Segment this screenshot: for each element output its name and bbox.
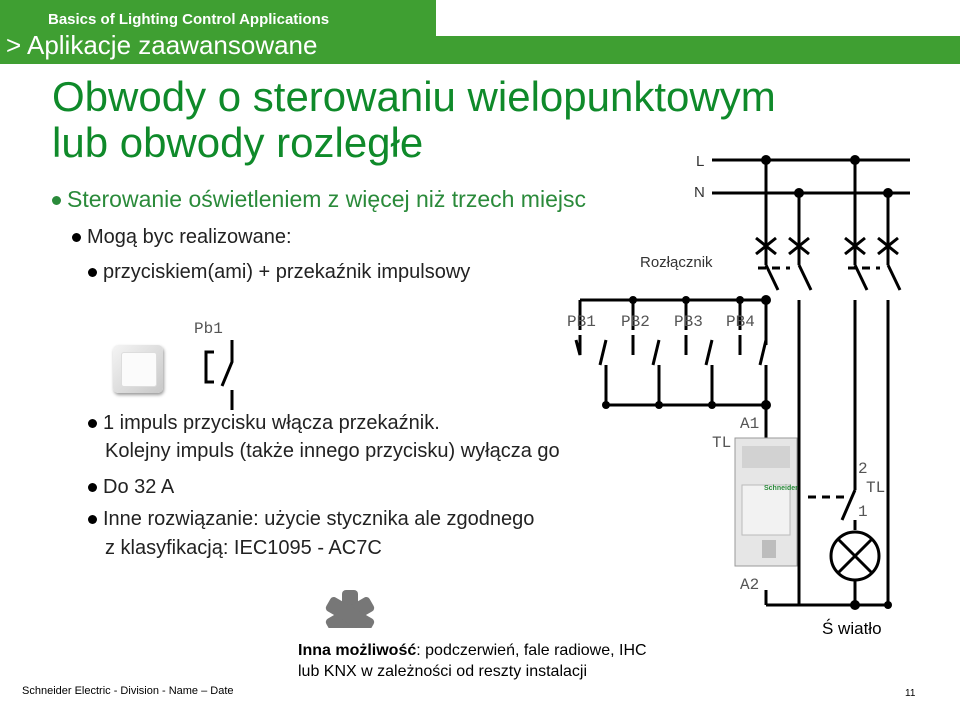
pb-label-4: PB4 (726, 313, 755, 331)
title-line-1: Obwody o sterowaniu wielopunktowym (52, 73, 776, 120)
light-label: Ś wiatło (822, 619, 882, 638)
section-title: > Aplikacje zaawansowane (6, 30, 318, 60)
bullet-3-text: przyciskiem(ami) + przekaźnik impulsowy (103, 261, 471, 283)
bullet-1-text: Sterowanie oświetleniem z więcej niż trzech miejsc (67, 186, 586, 212)
line-N-label: N (694, 184, 705, 201)
note-line-2: lub KNX w zależności od reszty instalacji (298, 663, 588, 680)
contact-TL-label: TL (866, 479, 886, 497)
note-line-1-rest: : podczerwień, fale radiowe, IHC (416, 642, 647, 659)
relay-A2-label: A2 (740, 576, 760, 594)
pb-label-2: PB2 (621, 313, 650, 331)
disconnector-label: Rozłącznik (640, 254, 713, 271)
bullet-6-text: Inne rozwiązanie: użycie stycznika ale zgodnego (103, 508, 535, 530)
pb1-bracket (206, 352, 214, 382)
footer-text: Schneider Electric - Division - Name – Date (22, 685, 234, 697)
bullet-4-cont: Kolejny impuls (także innego przycisku) wyłącza go (105, 440, 560, 462)
pb-label-1: PB1 (567, 313, 596, 331)
bullet-5-text: Do 32 A (103, 476, 175, 498)
bullet-6-cont: z klasyfikacją: IEC1095 - AC7C (105, 537, 382, 559)
bullet-2-text: Mogą byc realizowane: (87, 226, 292, 248)
page-number: 11 (905, 688, 916, 699)
lamp-pin-1-label: 1 (858, 503, 868, 521)
note-bold-prefix: Inna możliwość (298, 642, 417, 659)
lamp-pin-2-label: 2 (858, 460, 868, 478)
pb1-label: Pb1 (194, 320, 223, 338)
bullet-4-text: 1 impuls przycisku włącza przekaźnik. (103, 412, 440, 434)
pb1-switch-symbol (222, 340, 232, 410)
pb-label-3: PB3 (674, 313, 703, 331)
note-line-1 (298, 642, 647, 660)
relay-TL-label: TL (712, 434, 732, 452)
relay-brand-label: Schneider (764, 485, 798, 492)
relay-A1-label: A1 (740, 415, 760, 433)
line-L-label: L (696, 153, 705, 170)
title-line-2: lub obwody rozległe (52, 119, 424, 166)
header-title: Basics of Lighting Control Applications (48, 11, 330, 28)
